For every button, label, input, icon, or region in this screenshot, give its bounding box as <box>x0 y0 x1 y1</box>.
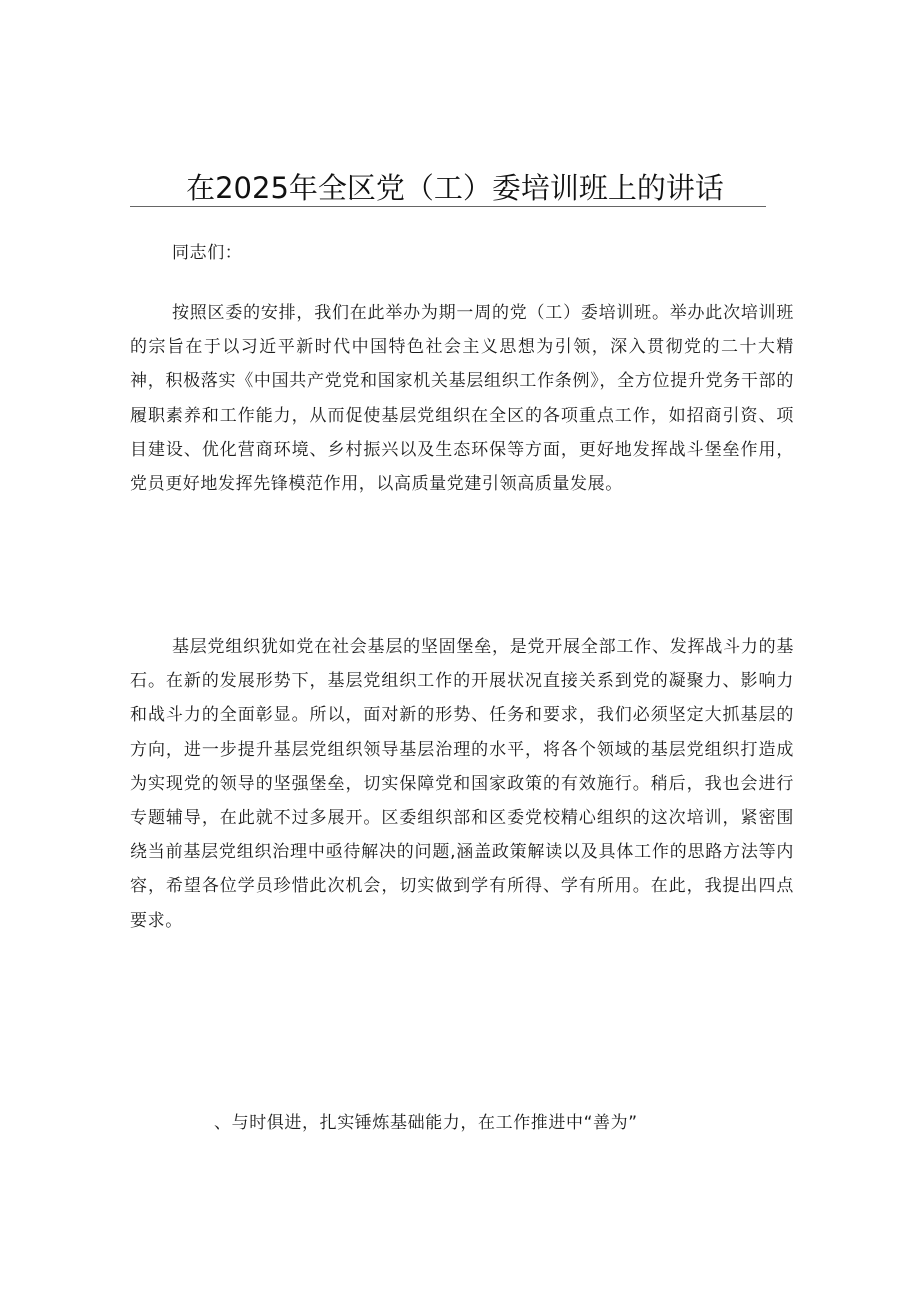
salutation: 同志们： <box>172 243 243 263</box>
paragraph-2: 基层党组织犹如党在社会基层的坚固堡垒，是党开展全部工作、发挥战斗力的基石。在新的发展形势下，基层党组织工作的开展状况直接关系到党的凝聚力、影响力和战斗力的全面彰显。所以，面对新的形势、任务和要求，我们必须坚定大抓基层的方向，进一步提升基层党组织领导基层治理的水平，将各个领域的基层党组织打造成为实现党的领导的坚强堡垒，切实保障党和国家政策的有效施行。稍后，我也会进行专题辅导，在此就不过多展开。区委组织部和区委党校精心组织的这次培训，紧密围绕当前基层党组织治理中亟待解决的问题,涵盖政策解读以及具体工作的思路方法等内容，希望各位学员珍惜此次机会，切实做到学有所得、学有所用。在此，我提出四点要求。 <box>130 637 794 931</box>
document-title: 在2025年全区党（工）委培训班上的讲话 <box>186 171 724 205</box>
section-heading: 、与时俱进，扎实锤炼基础能力，在工作推进中“善为” <box>214 1113 638 1133</box>
title-underline <box>130 206 766 207</box>
paragraph-1: 按照区委的安排，我们在此举办为期一周的党（工）委培训班。举办此次培训班的宗旨在于以习近平新时代中国特色社会主义思想为引领，深入贯彻党的二十大精神，积极落实《中国共产党党和国家机关基层组织工作条例》，全方位提升党务干部的履职素养和工作能力，从而促使基层党组织在全区的各项重点工作，如招商引资、项目建设、优化营商环境、乡村振兴以及生态环保等方面，更好地发挥战斗堡垒作用，党员更好地发挥先锋模范作用，以高质量党建引领高质量发展。 <box>130 303 794 495</box>
